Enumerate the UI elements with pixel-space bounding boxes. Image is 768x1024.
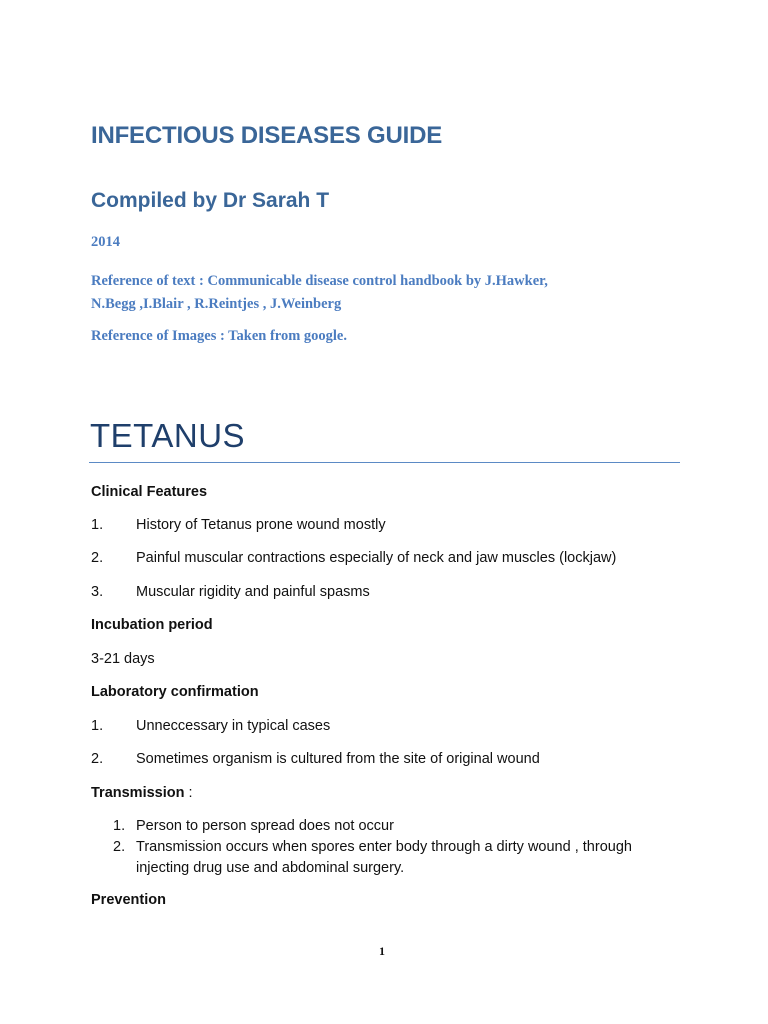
list-text-line2: injecting drug use and abdominal surgery. xyxy=(136,860,405,876)
list-text: Painful muscular contractions especially of neck and jaw muscles (lockjaw) xyxy=(136,550,617,566)
incubation-heading: Incubation period xyxy=(91,617,213,633)
list-number: 3. xyxy=(91,584,104,600)
compiled-by: Compiled by Dr Sarah T xyxy=(91,189,330,212)
reference-text xyxy=(91,270,548,316)
reference-text-line1: Reference of text : Communicable disease control handbook by J.Hawker, xyxy=(91,273,548,289)
transmission-heading: Transmission xyxy=(91,785,185,801)
document-title: INFECTIOUS DISEASES GUIDE xyxy=(91,122,443,149)
list-number: 1. xyxy=(91,517,104,533)
list-text-line1: Transmission occurs when spores enter body through a dirty wound , through xyxy=(136,839,632,855)
prevention-heading: Prevention xyxy=(91,892,166,908)
list-text: Sometimes organism is cultured from the site of original wound xyxy=(136,751,540,767)
list-number: 1. xyxy=(113,818,126,834)
lab-confirmation-heading: Laboratory confirmation xyxy=(91,684,259,700)
list-text: Muscular rigidity and painful spasms xyxy=(136,584,370,600)
page-number: 1 xyxy=(379,944,385,958)
clinical-features-heading: Clinical Features xyxy=(91,484,208,500)
section-divider xyxy=(89,462,680,463)
list-number: 2. xyxy=(91,751,104,767)
list-text: History of Tetanus prone wound mostly xyxy=(136,517,386,533)
list-text xyxy=(136,837,632,879)
year: 2014 xyxy=(91,234,120,250)
incubation-value: 3-21 days xyxy=(91,651,155,667)
list-text: Person to person spread does not occur xyxy=(136,818,394,834)
list-number: 2. xyxy=(113,839,126,855)
list-text: Unneccessary in typical cases xyxy=(136,718,331,734)
reference-text-line2: N.Begg ,I.Blair , R.Reintjes , J.Weinberg xyxy=(91,296,342,312)
list-number: 1. xyxy=(91,718,104,734)
list-number: 2. xyxy=(91,550,104,566)
section-title: TETANUS xyxy=(90,417,246,454)
transmission-heading-row xyxy=(91,785,193,801)
transmission-colon: : xyxy=(184,785,193,801)
reference-images: Reference of Images : Taken from google. xyxy=(91,328,347,344)
